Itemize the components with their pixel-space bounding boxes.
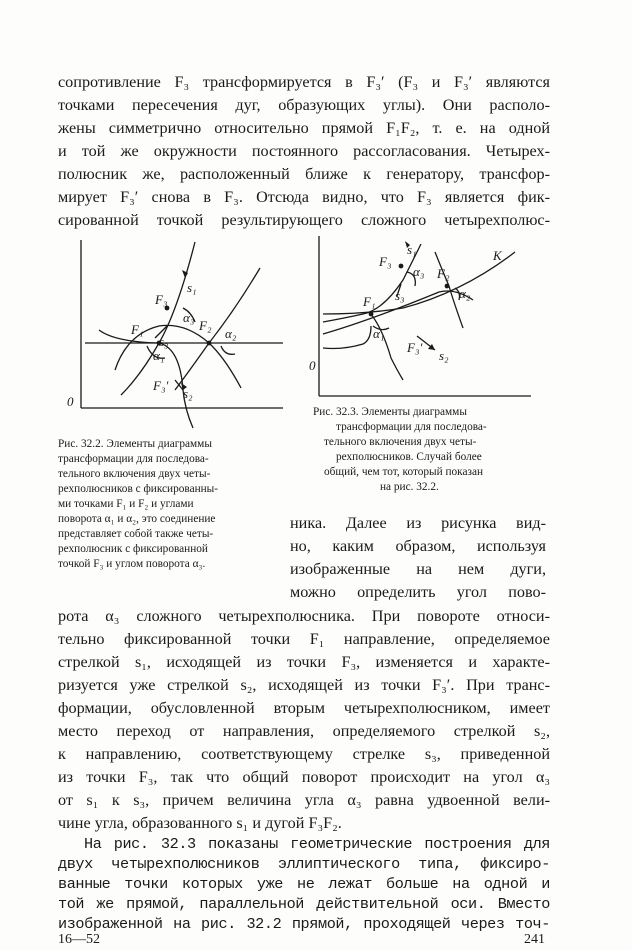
text-line: формации, обусловленной вторым четырехполюсником, имеет — [58, 699, 550, 717]
label-a2: α₂ — [225, 326, 237, 341]
label-s3: s₃ — [159, 334, 169, 349]
label-f2: F₂ — [199, 318, 212, 333]
point-f1 — [369, 312, 374, 317]
text-line: ризуется уже стрелкой s₂, исходящей из точки F₃′. При транс- — [58, 676, 550, 694]
label-f3: F₃ — [155, 292, 168, 307]
arc-lower — [99, 330, 193, 428]
figure-32-3 — [303, 230, 533, 400]
text-line: стрелкой s₁, исходящей из точки F₃, изменяется и характе- — [58, 653, 550, 671]
caption-line: трансформации для последова- — [336, 421, 487, 433]
label-s1: s₁ — [407, 242, 417, 257]
text-line: двух четырехполюсников эллиптического типа, фиксиро- — [58, 855, 550, 873]
text-line: место переход от направления, определяемого стрелкой s₂, — [58, 722, 550, 740]
label-f1: F₁ — [363, 294, 376, 309]
signature-mark: 16—52 — [58, 932, 100, 947]
text-line: жены симметрично относительно прямой F₁F₂, т. е. на одной — [58, 119, 550, 137]
caption-line: на рис. 32.2. — [380, 481, 439, 493]
label-a1: α₁ — [373, 326, 385, 341]
text-line: тельно фиксированной точки F₁ направление, определяемое — [58, 630, 550, 648]
text-line: к направлению, соответствующему стрелке s₃, приведенной — [58, 745, 550, 763]
label-origin: 0 — [67, 394, 74, 409]
text-line: изображенные на нем дуги, — [290, 560, 546, 578]
arc-lower-left — [323, 326, 371, 349]
label-s3: s₃ — [395, 288, 405, 303]
curve-k — [323, 252, 515, 314]
label-a3: α₃ — [183, 310, 195, 325]
figure-32-2 — [55, 230, 285, 435]
text-line: и той же окружности постоянного рассогласования. Четырех- — [58, 142, 550, 160]
text-line: ника. Далее из рисунка вид- — [290, 514, 546, 532]
caption-line: рехполюсник с фиксированной — [58, 543, 208, 555]
text-line: точками пересечения дуг, образующих углы). Они располо- — [58, 96, 550, 114]
text-line: от s₁ к s₃, причем величина угла α₃ равна удвоенной вели- — [58, 791, 550, 809]
label-s2: s₂ — [183, 386, 193, 401]
label-f2: F₂ — [437, 266, 450, 281]
text-line: из точки F₃, так что общий поворот происходит на угол α₃ — [58, 768, 550, 786]
page-number: 241 — [524, 932, 545, 947]
text-line: полюсник же, расположенный ближе к генератору, трансфор- — [58, 165, 550, 183]
caption-line: трансформации для последова- — [58, 453, 209, 465]
text-line: но, каким образом, используя — [290, 537, 546, 555]
label-f1: F₁ — [131, 322, 144, 337]
label-f3: F₃ — [379, 254, 392, 269]
text-line: рота α₃ сложного четырехполюсника. При повороте относи- — [58, 607, 550, 625]
label-a3: α₃ — [413, 264, 425, 279]
text-line: На рис. 32.3 показаны геометрические построения для — [84, 835, 550, 853]
angle-a2 — [221, 346, 235, 354]
caption-line: поворота α₁ и α₂, это соединение — [58, 513, 216, 525]
caption-line: ми точками F₁ и F₂ и углами — [58, 498, 194, 510]
point-f3 — [399, 264, 404, 269]
caption-line: представляет собой также четы- — [58, 528, 214, 540]
text-line: можно определить угол пово- — [290, 583, 546, 601]
text-line: той же прямой, параллельной действительной оси. Вместо — [58, 895, 550, 913]
caption-line: тельного включения двух четы- — [324, 436, 477, 448]
label-f3-prime: F₃′ — [153, 378, 169, 393]
label-a2: α₂ — [459, 286, 471, 301]
caption-line: тельного включения двух четы- — [58, 468, 211, 480]
caption-line: общий, чем тот, который показан — [324, 466, 484, 478]
label-origin: 0 — [309, 358, 316, 373]
arc-mid — [371, 314, 403, 380]
label-s2: s₂ — [439, 348, 449, 363]
caption-line: рехполюсников с фиксированны- — [58, 483, 219, 495]
label-k: K — [493, 248, 502, 263]
text-line: ванные точки которых уже не лежат больше на одной и — [58, 875, 550, 893]
point-f2 — [207, 341, 212, 346]
caption-line: Рис. 32.3. Элементы диаграммы — [313, 406, 467, 418]
text-line: сированной точкой результирующего сложного четырехполюс- — [58, 211, 550, 229]
text-line: мирует F₃′ снова в F₃. Отсюда видно, что F₃ является фик- — [58, 188, 550, 206]
caption-line: рехполюсников. Случай более — [336, 451, 482, 463]
text-line: изображенной на рис. 32.2 прямой, проходящей через точ- — [58, 915, 550, 933]
label-a1: α₁ — [153, 348, 165, 363]
text-line: сопротивление F₃ трансформируется в F₃′ (F₃ и F₃′ являются — [58, 73, 550, 91]
label-s1: s₁ — [187, 280, 197, 295]
caption-line: Рис. 32.2. Элементы диаграммы — [58, 438, 212, 450]
text-line: чине угла, образованного s₁ и дугой F₃F₂. — [58, 814, 342, 832]
point-f2 — [445, 284, 450, 289]
caption-line: точкой F₃ и углом поворота α₃. — [58, 558, 206, 570]
label-f3-prime: F₃′ — [407, 340, 423, 355]
